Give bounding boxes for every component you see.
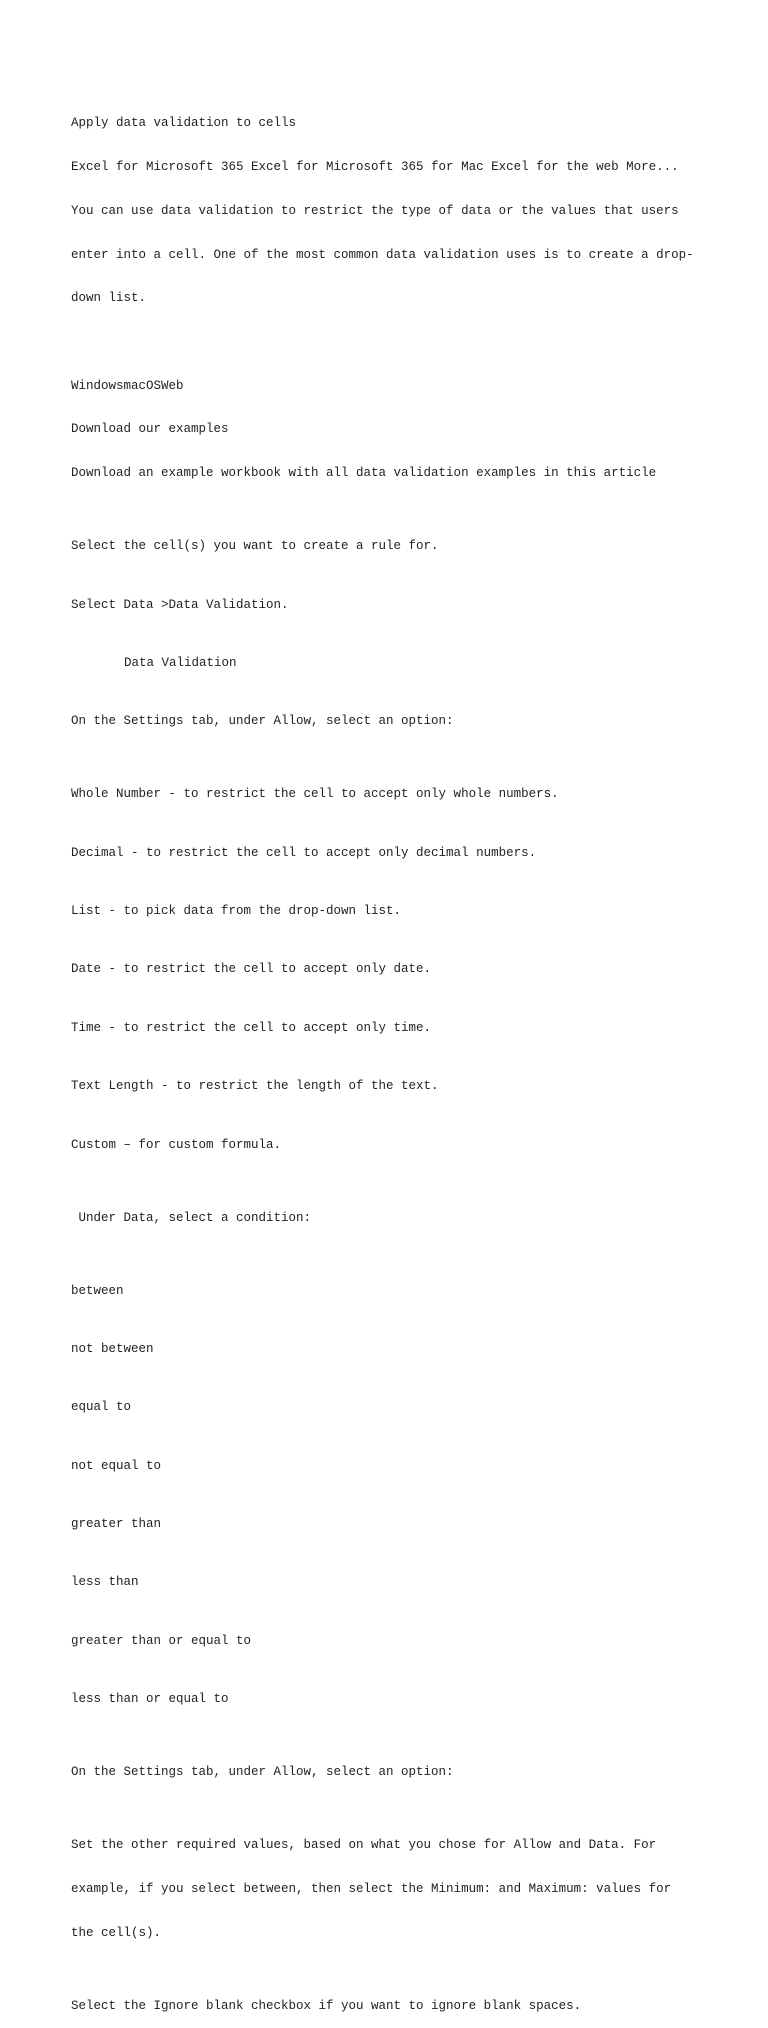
intro-line-1: You can use data validation to restrict the type of data or the values that users [71, 203, 679, 218]
condition-not-between: not between [71, 1341, 154, 1356]
step-required-values-line-1: Set the other required values, based on what you chose for Allow and Data. For [71, 1838, 657, 1853]
step-required-values-line-3: the cell(s). [71, 1925, 162, 1940]
step-select-data: Select Data >Data Validation. [71, 597, 289, 612]
allow-option-whole-number: Whole Number - to restrict the cell to accept only whole numbers. [71, 787, 559, 802]
step-under-data: Under Data, select a condition: [71, 1210, 312, 1225]
data-validation-image-label: Data Validation [124, 655, 237, 670]
step-settings-tab: On the Settings tab, under Allow, select an option: [71, 714, 454, 729]
article-title: Apply data validation to cells [71, 116, 297, 131]
allow-option-text-length: Text Length - to restrict the length of the text. [71, 1079, 439, 1094]
condition-less-than: less than [71, 1575, 139, 1590]
condition-between: between [71, 1283, 124, 1298]
step-ignore-blank: Select the Ignore blank checkbox if you want to ignore blank spaces. [71, 1998, 582, 2013]
download-link[interactable]: Download an example workbook with all data validation examples in this article [71, 466, 657, 481]
allow-option-list: List - to pick data from the drop-down list. [71, 904, 402, 919]
allow-option-date: Date - to restrict the cell to accept only date. [71, 962, 432, 977]
article-body [71, 87, 711, 2028]
platform-tabs[interactable]: WindowsmacOSWeb [71, 378, 184, 393]
step-select-cells: Select the cell(s) you want to create a rule for. [71, 539, 439, 554]
intro-line-3: down list. [71, 291, 147, 306]
allow-option-custom: Custom – for custom formula. [71, 1137, 282, 1152]
condition-greater-than: greater than [71, 1517, 162, 1531]
applies-to-line: Excel for Microsoft 365 Excel for Microsoft 365 for Mac Excel for the web More... [71, 159, 679, 174]
condition-equal-to: equal to [71, 1400, 132, 1415]
condition-greater-than-or-equal-to: greater than or equal to [71, 1633, 252, 1648]
condition-not-equal-to: not equal to [71, 1458, 162, 1473]
intro-line-2: enter into a cell. One of the most common data validation uses is to create a drop- [71, 247, 694, 262]
step-settings-tab-repeat: On the Settings tab, under Allow, select an option: [71, 1765, 454, 1780]
download-heading: Download our examples [71, 422, 229, 437]
allow-option-time: Time - to restrict the cell to accept only time. [71, 1020, 432, 1035]
condition-less-than-or-equal-to: less than or equal to [71, 1692, 229, 1707]
step-required-values-line-2: example, if you select between, then select the Minimum: and Maximum: values for [71, 1881, 672, 1896]
allow-option-decimal: Decimal - to restrict the cell to accept only decimal numbers. [71, 845, 537, 860]
